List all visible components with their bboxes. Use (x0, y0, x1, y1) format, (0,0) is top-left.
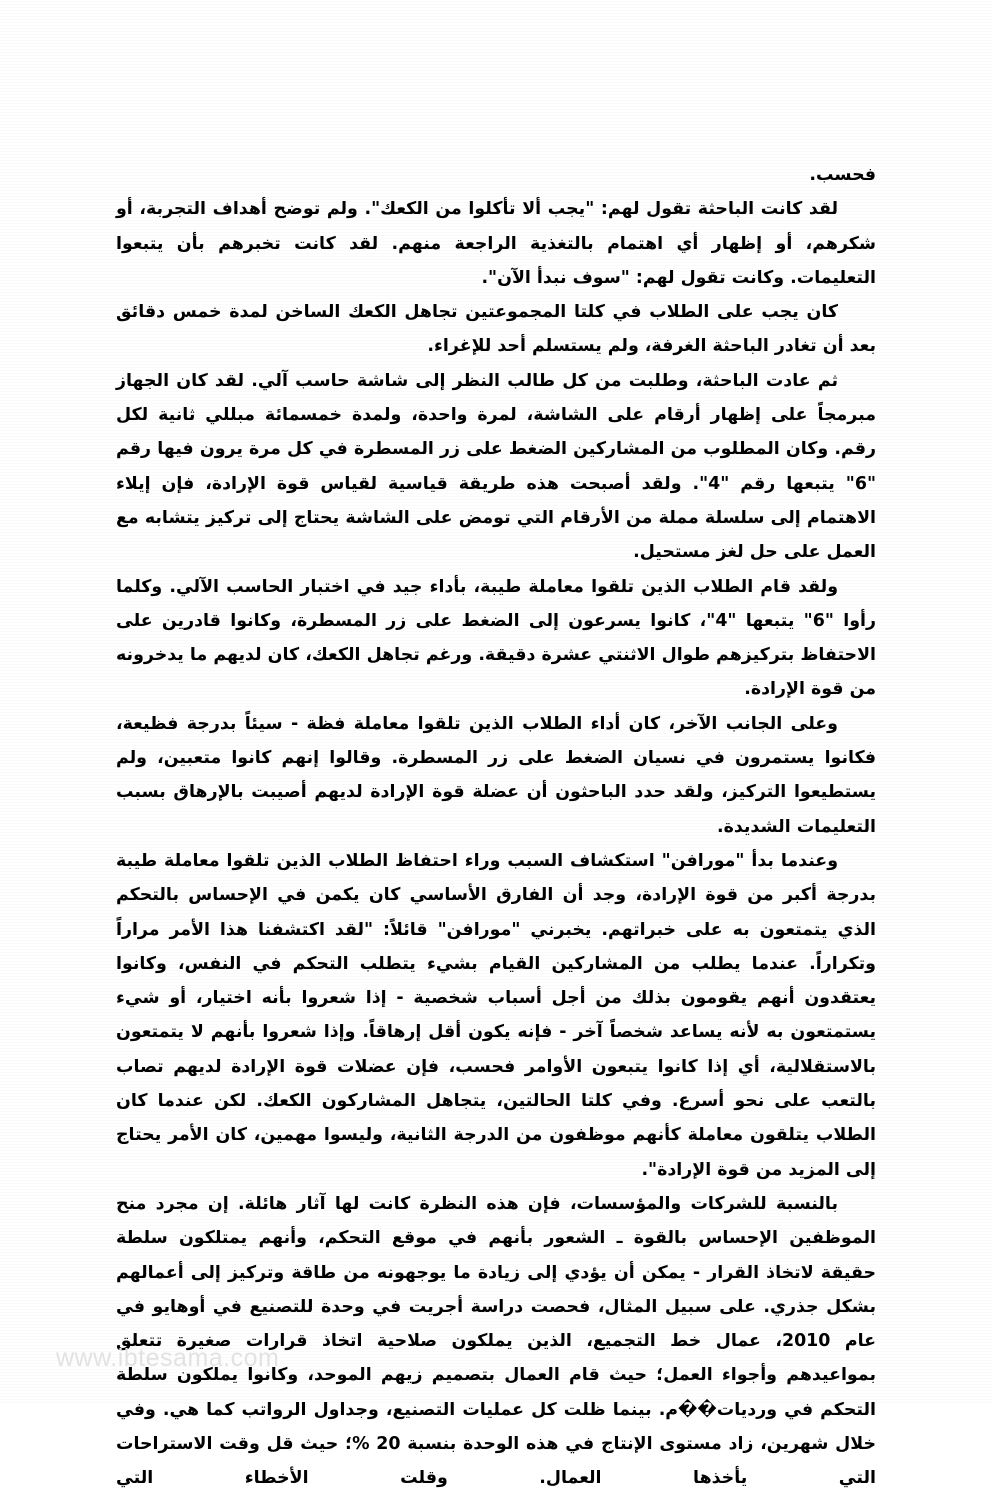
paragraph-lead-text: لقد كانت الباحثة تقول لهم: " (585, 199, 838, 220)
paragraph-corporate-implications: بالنسبة للشركات والمؤسسات، فإن هذه النظرة كانت لها آثار هائلة. إن مجرد منح الموظفين الإحساس بالقوة ـ الشعور بأنهم في موقع التحكم، وأنهم يمتلكون سلطة حقيقة لاتخاذ القرار - يمكن أن يؤدي إلى زيادة ما يوجهونه من طاقة وتركيز إلى أعمالهم بشكل جذري. على سبيل المثال، فحصت دراسة أجريت في وحدة للتصنيع في أوهايو في عام 2010، عمال خط التجميع، الذين يملكون صلاحية اتخاذ قرارات صغيرة تتعلق بمواعيدهم وأجواء العمل؛ حيث قام العمال بتصميم زيهم الموحد، وكانوا يملكون سلطة التحكم في ورديات��م. بينما ظلت كل عمليات التصنيع، وجداول الرواتب كما هي. وفي خلال شهرين، زاد مستوى الإنتاج في هذه الوحدة بنسبة 20 %؛ حيث قل وقت الاستراحات التي يأخذها العمال. وقلت الأخطاء التي (116, 1193, 876, 1489)
paragraph-kind-treatment-results: ولقد قام الطلاب الذين تلقوا معاملة طيبة، بأداء جيد في اختبار الحاسب الآلي. وكلما رأوا "6" يتبعها "4"، كانوا يسرعون إلى الضغط على زر المسطرة، وكانوا قادرين على الاحتفاظ بتركيزهم طوال الاثنتي عشرة دقيقة. ورغم تجاهل الكعك، كان لديهم ما يدخرونه من قوة الإرادة. (116, 576, 876, 700)
paragraph-muraven-control-finding: وعندما بدأ "مورافن" استكشاف السبب وراء احتفاظ الطلاب الذين تلقوا معاملة طيبة بدرجة أكبر من قوة الإرادة، وجد أن الفارق الأساسي كان يكمن في الإحساس بالتحكم الذي يتمتعون به على خبراتهم. يخبرني "مورافن" قائلاً: "لقد اكتشفنا هذا الأمر مراراً وتكراراً. عندما يطلب من المشاركين القيام بشيء يتطلب التحكم في النفس، وكانوا يعتقدون أنهم يقومون بذلك من أجل أسباب شخصية - إذا شعروا بأنه اختيار، أو شيء يستمتعون به لأنه يساعد شخصاً آخر - فإنه يكون أقل إرهاقاً. وإذا شعروا بأنهم لا يتمتعون بالاستقلالية، أي إذا كانوا يتبعون الأوامر فحسب، فإن عضلات قوة الإرادة لديهم تصاب بالتعب على نحو أسرع. وفي كلتا الحالتين، يتجاهل المشاركون الكعك. لكن عندما كان الطلاب يتلقون معاملة كأنهم موظفون من الدرجة الثانية، وليسوا مهمين، كان الأمر يحتاج إلى المزيد من قوة الإرادة". (116, 850, 876, 1180)
site-watermark: www.ibtesama.com (56, 1344, 280, 1372)
paragraph-computer-test-setup: ثم عادت الباحثة، وطلبت من كل طالب النظر إلى شاشة حاسب آلي. لقد كان الجهاز مبرمجاً على إظهار أرقام على الشاشة، لمرة واحدة، ولمدة خمسمائة مبللي ثانية لكل رقم. وكان المطلوب من المشاركين الضغط على زر المسطرة في كل مرة يرون فيها رقم "6" يتبعها رقم "4". ولقد أصبحت هذه طريقة قياسية لقياس قوة الإرادة، فإن إيلاء الاهتمام إلى سلسلة مملة من الأرقام التي تومض على الشاشة يحتاج إلى تركيز يتشابه مع العمل على حل لغز مستحيل. (116, 370, 877, 563)
paragraph-rest-text: ". ولم توضح أهداف التجربة، أو شكرهم، أو إظهار أي اهتمام بالتغذية الراجعة منهم. لقد كانت تخبرهم بأن يتبعوا التعليمات. وكانت تقول لهم: "سوف نبدأ الآن". (116, 199, 876, 288)
paragraph-rude-treatment-results: وعلى الجانب الآخر، كان أداء الطلاب الذين تلقوا معاملة فظة - سيئاً بدرجة فظيعة، فكانوا يستمرون في نسيان الضغط على زر المسطرة. وقالوا إنهم كانوا متعبين، ولم يستطيعوا التركيز، ولقد حدد الباحثون أن عضلة قوة الإرادة لديهم أصيبت بالإرهاق بسبب التعليمات الشديدة. (116, 713, 876, 837)
emphasized-quote: يجب ألا تأكلوا من الكعك (380, 199, 586, 220)
paragraph-continuation: فحسب. (809, 165, 876, 185)
paragraph-researcher-instructions (116, 192, 876, 295)
paragraph-cookie-resistance: كان يجب على الطلاب في كلتا المجموعتين تجاهل الكعك الساخن لمدة خمس دقائق بعد أن تغادر الباحثة الغرفة، ولم يستسلم أحد للإغراء. (116, 302, 876, 357)
document-text-body (116, 158, 876, 1496)
